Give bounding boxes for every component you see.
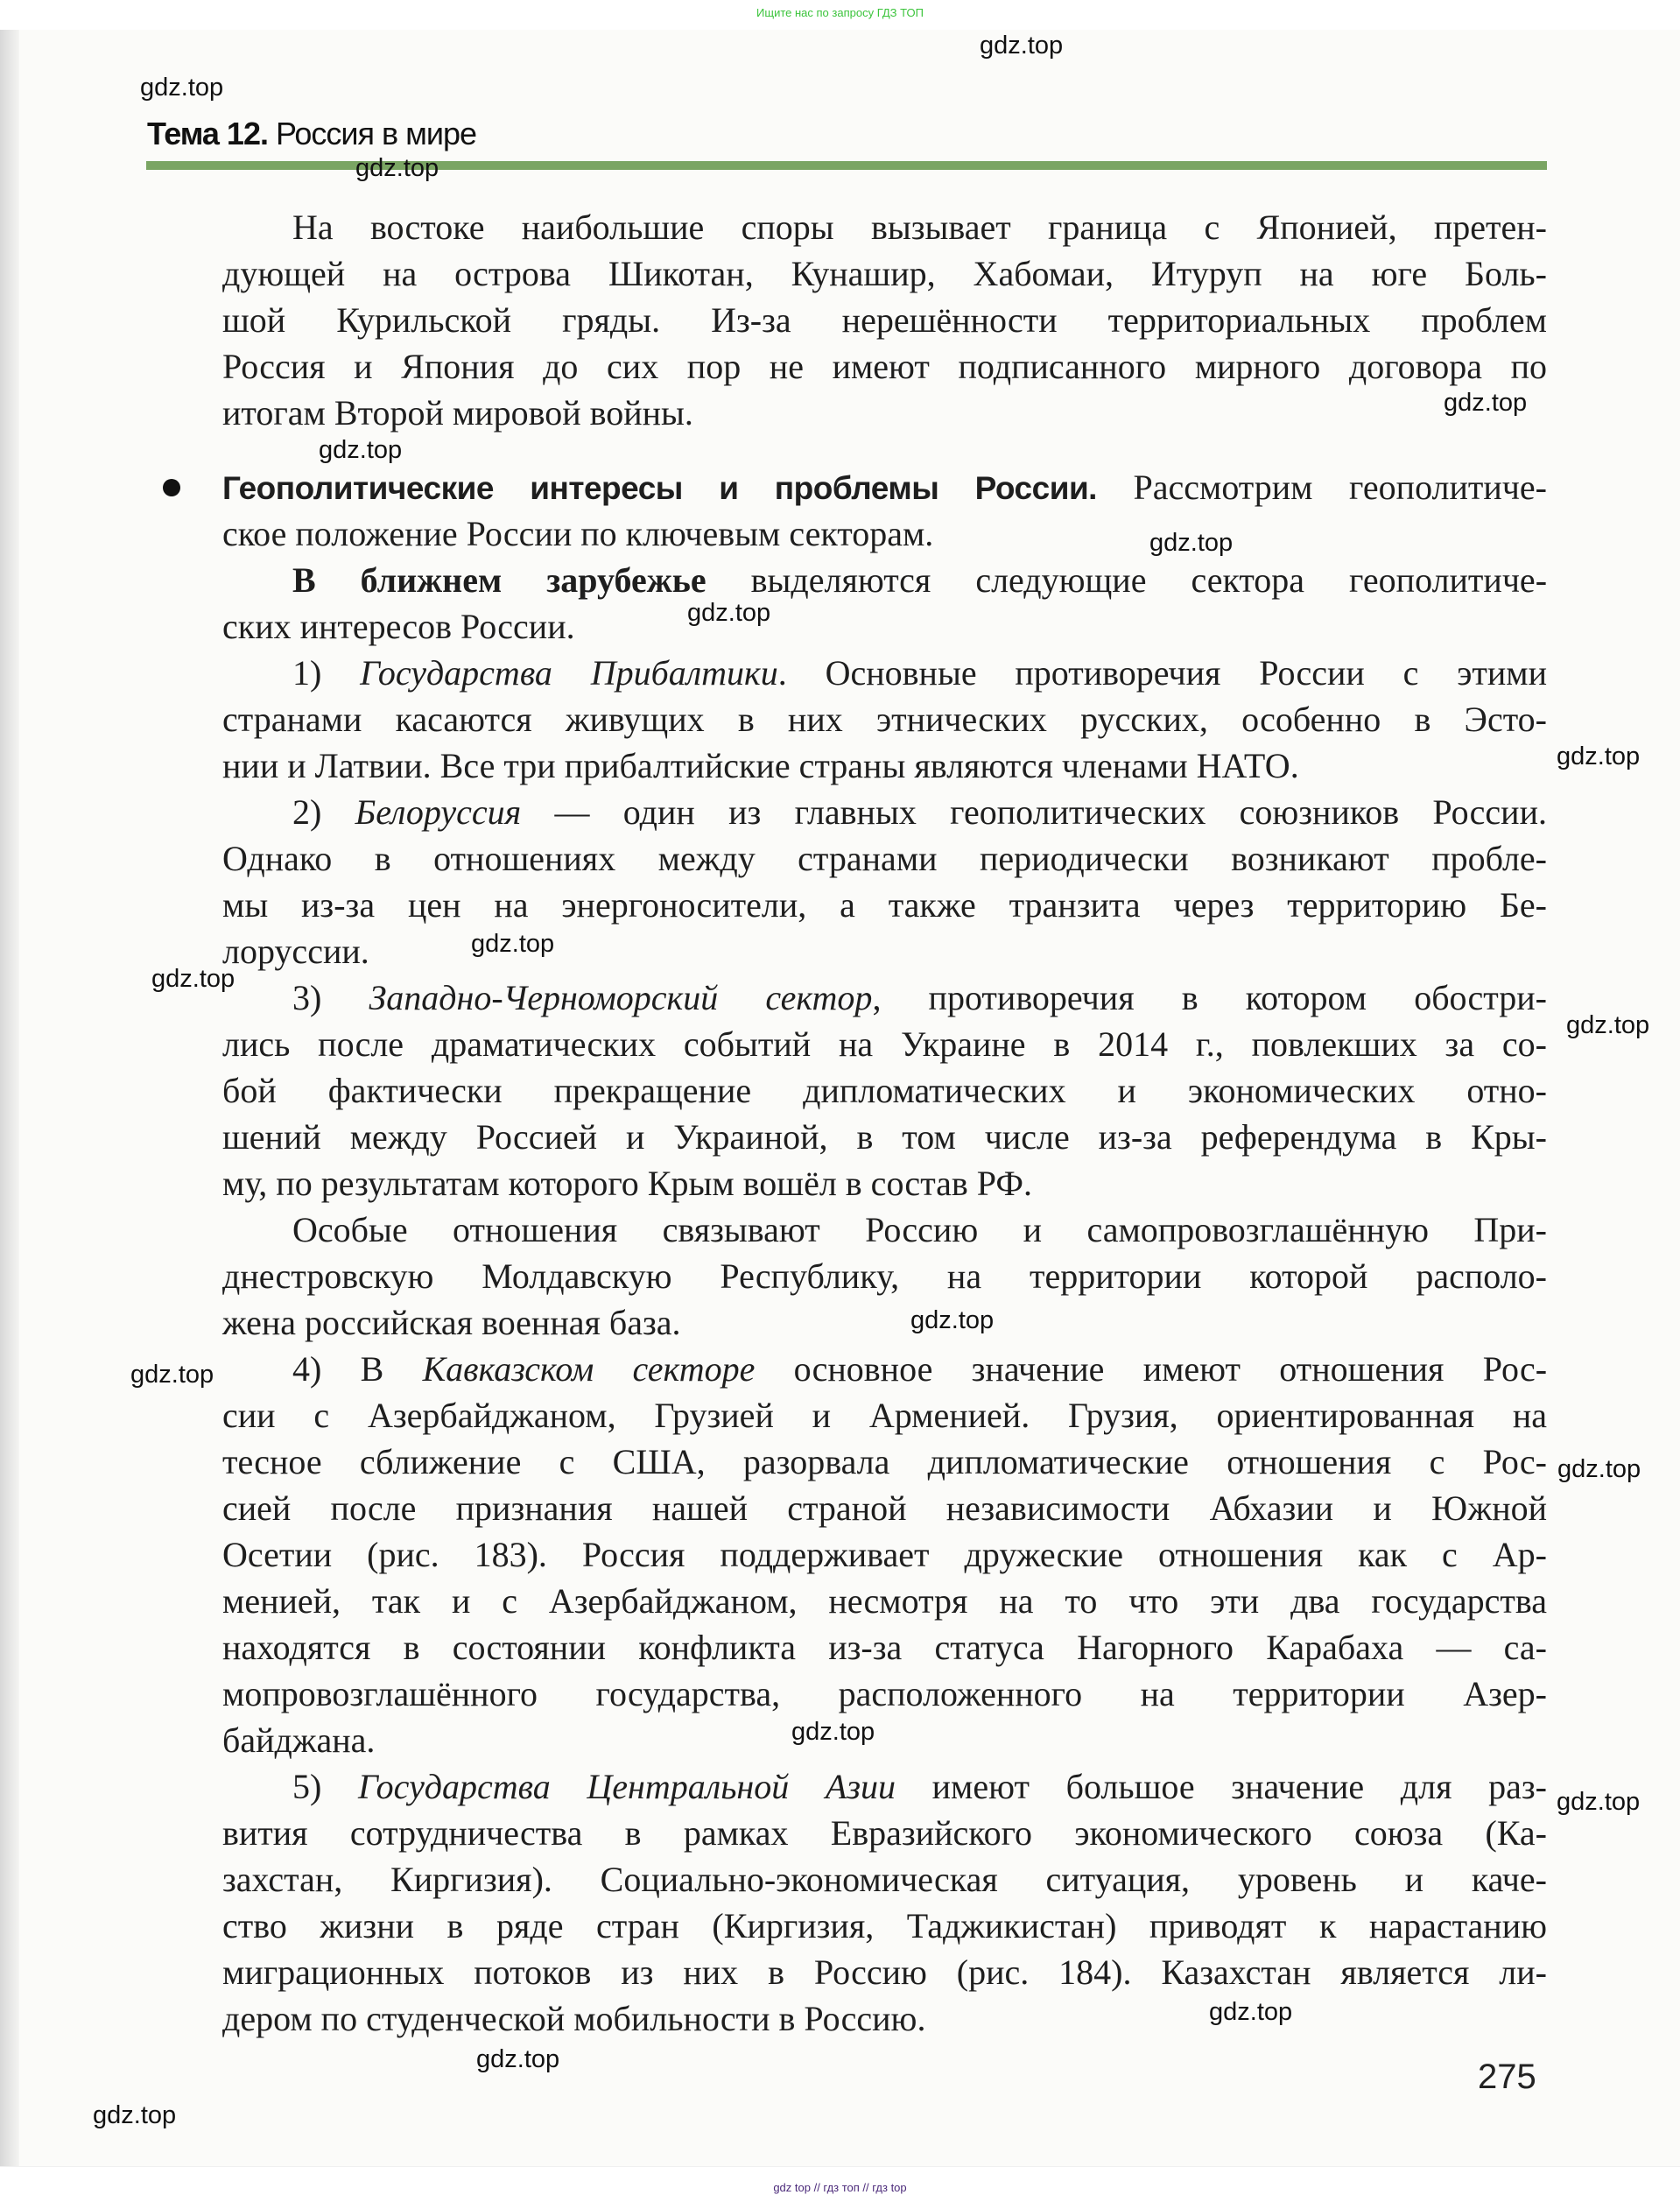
text-run: странами касаются живущих в них этнических русских, особенно в Эсто- [222,700,1547,739]
top-banner[interactable]: Ищите нас по запросу ГДЗ ТОП [0,0,1680,31]
text-run: 4) В [292,1349,423,1389]
text-run: бой фактически прекращение дипломатических и экономических отно- [222,1071,1547,1110]
text-line [222,250,1547,297]
text-line [222,297,1547,343]
page-header [147,116,476,152]
text-run: днестровскую Молдавскую Республику, на территории которой располо- [222,1256,1547,1296]
watermark: gdz.top [151,965,235,993]
text-line [222,1160,1547,1207]
page-edge [0,30,19,2166]
text-line [222,510,1547,557]
text-run: , противоречия в котором обостри- [872,978,1547,1017]
text-run: захстан, Киргизия). Социально-экономическая ситуация, уровень и каче- [222,1860,1547,1899]
text-run: 2) [292,792,355,832]
text-line [222,835,1547,882]
text-line [292,1346,1547,1392]
watermark: gdz.top [910,1306,995,1334]
italic-term: Западно-Черноморский сектор [369,978,873,1017]
text-run: лись после драматических событий на Украине в 2014 г., повлекших за со- [222,1024,1547,1064]
text-run: миграционных потоков из них в Россию (рис. 184). Казахстан является ли- [222,1952,1547,1992]
watermark: gdz.top [1557,1788,1641,1816]
text-line [222,343,1547,390]
text-line [222,1903,1547,1949]
text-run: ских интересов России. [222,607,575,646]
text-run: дером по студенческой мобильности в Россию. [222,1999,926,2038]
text-run: — один из главных геополитических союзников России. [521,792,1547,832]
text-line [222,464,1547,510]
text-line [222,1439,1547,1485]
text-run: итогам Второй мировой войны. [222,393,693,433]
bullet-icon [163,479,180,496]
text-line [292,1763,1547,1810]
text-line [292,1207,1547,1253]
text-run: менией, так и с Азербайджаном, несмотря на то что эти два государства [222,1581,1547,1621]
text-line [222,928,1547,974]
text-line [222,1485,1547,1531]
text-run: Осетии (рис. 183). Россия поддерживает дружеские отношения как с Ар- [222,1535,1547,1574]
text-line [222,1578,1547,1624]
watermark: gdz.top [471,930,555,958]
text-line [222,882,1547,928]
text-run: нии и Латвии. Все три прибалтийские страны являются членами НАТО. [222,746,1299,785]
text-run: тесное сближение с США, разорвала дипломатические отношения с Рос- [222,1442,1547,1481]
watermark: gdz.top [319,436,403,464]
text-run: жена российская военная база. [222,1303,681,1342]
watermark: gdz.top [355,154,439,182]
text-line [292,204,1547,250]
italic-term: Белоруссия [355,792,522,832]
page-number: 275 [1478,2058,1536,2096]
watermark: gdz.top [130,1361,214,1389]
text-line [222,1067,1547,1114]
watermark: gdz.top [791,1718,875,1746]
text-line [222,1995,1547,2042]
text-run: 1) [292,653,361,693]
text-run: 3) [292,978,369,1017]
text-line [222,1021,1547,1067]
text-run: 5) [292,1767,358,1806]
text-run: Однако в отношениях между странами периодически возникают пробле- [222,839,1547,878]
text-run: дующей на острова Шикотан, Кунашир, Хабомаи, Итуруп на юге Боль- [222,254,1547,293]
text-run: мопровозглашённого государства, расположенного на территории Азер- [222,1674,1547,1713]
text-run: вития сотрудничества в рамках Евразийского экономического союза (Ка- [222,1813,1547,1853]
watermark: gdz.top [93,2101,177,2129]
text-run: Рассмотрим геополитиче- [1096,468,1547,507]
text-line [222,742,1547,789]
text-line [222,1299,1547,1346]
watermark: gdz.top [1149,529,1234,557]
text-run: сией после признания нашей страной независимости Абхазии и Южной [222,1488,1547,1528]
text-run: ское положение России по ключевым секторам. [222,514,934,553]
text-line [222,1114,1547,1160]
text-run: находятся в состоянии конфликта из-за статуса Нагорного Карабаха — са- [222,1628,1547,1667]
text-line [222,1253,1547,1299]
text-line [222,1671,1547,1717]
text-run: имеют большое значение для раз- [895,1767,1548,1806]
italic-term: Государства Центральной Азии [357,1767,896,1806]
text-run: шой Курильской гряды. Из-за нерешённости территориальных проблем [222,300,1547,340]
text-line [222,1949,1547,1995]
topic-number: Тема 12. [147,116,268,151]
watermark: gdz.top [476,2045,560,2073]
footer-links[interactable]: gdz top // гдз топ // гдз top [0,2166,1680,2209]
text-line [292,557,1547,603]
text-run: сии с Азербайджаном, Грузией и Арменией. Грузия, ориентированная на [222,1396,1547,1435]
text-line [292,974,1547,1021]
text-line [222,696,1547,742]
text-run: лоруссии. [222,932,369,971]
text-line [222,1531,1547,1578]
text-line [222,390,1547,436]
text-line [222,1624,1547,1671]
text-run: . Основные противоречия России с этими [777,653,1547,693]
bold-heading: Геополитические интересы и проблемы России. [222,470,1097,506]
topic-title: Россия в мире [275,116,477,151]
text-run: ство жизни в ряде стран (Киргизия, Таджикистан) приводят к нарастанию [222,1906,1547,1945]
watermark: gdz.top [980,32,1064,60]
text-line [292,789,1547,835]
italic-term: Государства Прибалтики [360,653,778,693]
italic-term: Кавказском секторе [422,1349,756,1389]
text-line [222,603,1547,650]
text-run: выделяются следующие сектора геополитиче- [706,560,1548,600]
text-run: Особые отношения связывают Россию и самопровозглашённую При- [292,1210,1547,1249]
text-run: му, по результатам которого Крым вошёл в состав РФ. [222,1164,1032,1203]
text-run: шений между Россией и Украиной, в том числе из-за референдума в Кры- [222,1117,1547,1157]
watermark: gdz.top [1557,1455,1641,1483]
text-line [222,1810,1547,1856]
text-run: мы из-за цен на энергоносители, а также транзита через территорию Бе- [222,885,1547,925]
watermark: gdz.top [1209,1998,1293,2026]
text-run: На востоке наибольшие споры вызывает граница с Японией, претен- [292,208,1547,247]
text-run: основное значение имеют отношения Рос- [755,1349,1548,1389]
bold-heading: В ближнем зарубежье [292,560,706,600]
text-run: Россия и Япония до сих пор не имеют подписанного мирного договора по [222,347,1547,386]
watermark: gdz.top [140,74,224,102]
text-line [222,1717,1547,1763]
text-line [222,1856,1547,1903]
watermark: gdz.top [1444,389,1528,417]
text-line [292,650,1547,696]
watermark: gdz.top [1557,742,1641,770]
watermark: gdz.top [687,599,771,627]
text-line [222,1392,1547,1439]
watermark: gdz.top [1566,1011,1650,1039]
text-run: байджана. [222,1720,376,1760]
